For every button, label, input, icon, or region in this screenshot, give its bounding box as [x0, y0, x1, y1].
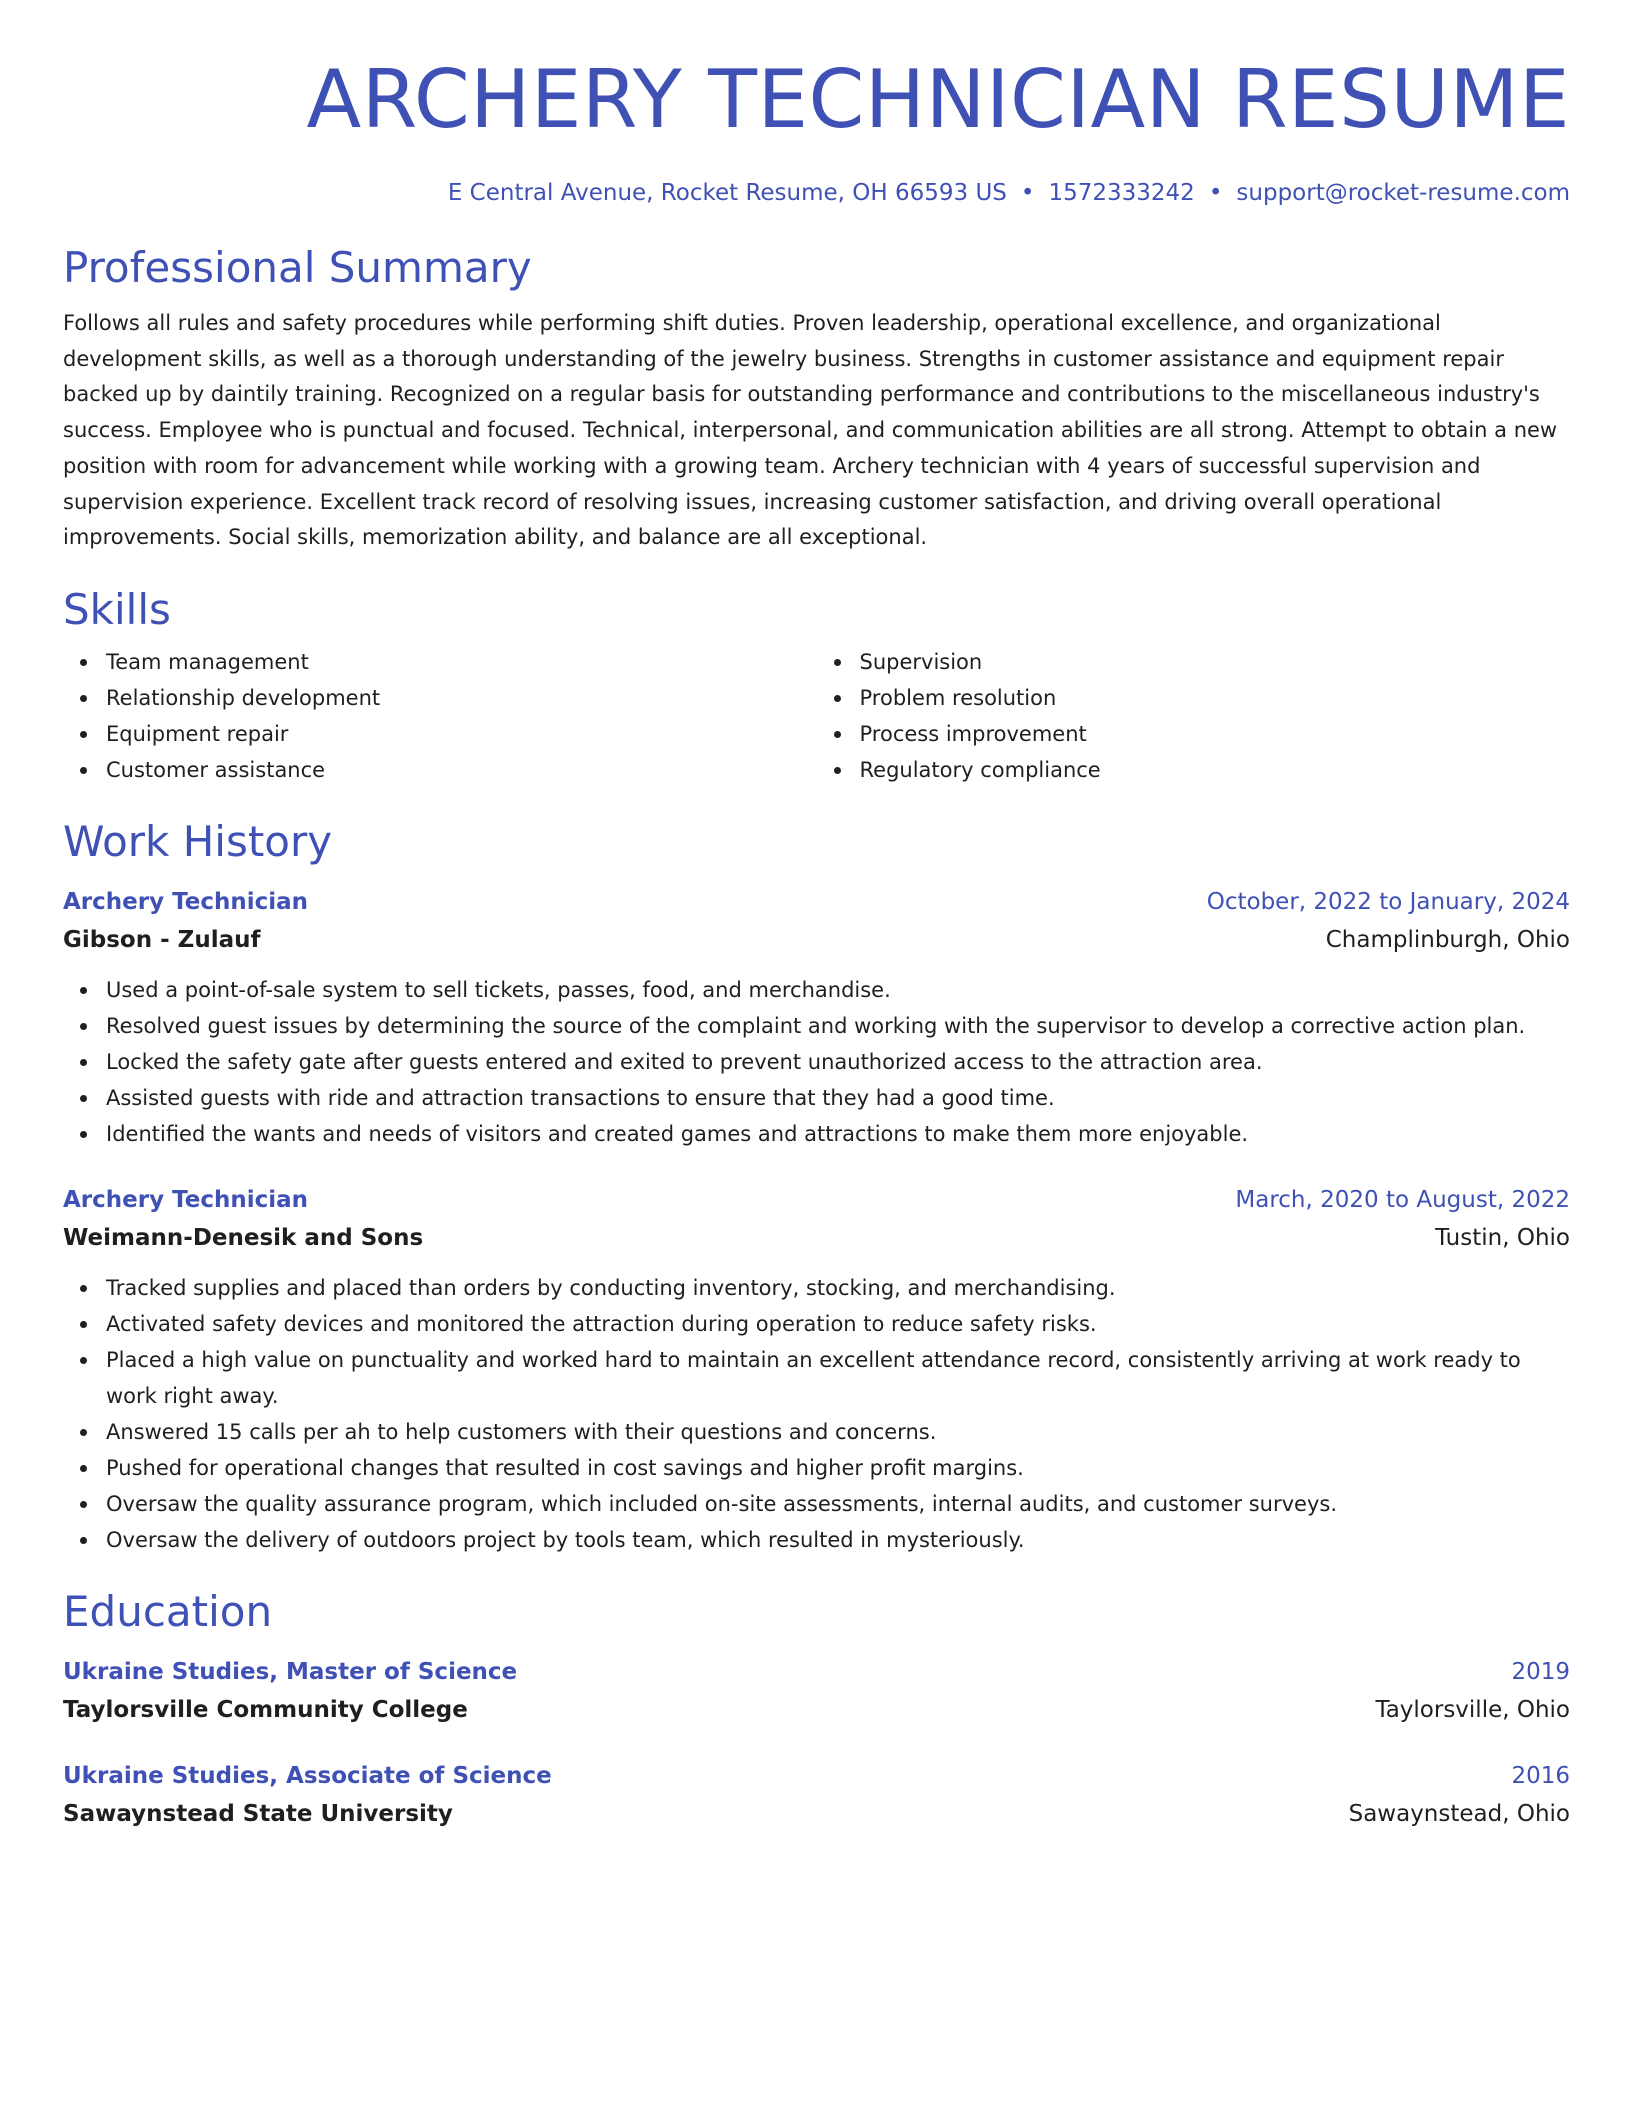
job-entry — [63, 884, 1570, 1152]
education-school: Sawaynstead State University — [63, 1800, 453, 1827]
job-entry — [63, 1182, 1570, 1558]
section-title-work-history: Work History — [63, 816, 333, 866]
education-location: Sawaynstead, Ohio — [1348, 1800, 1570, 1827]
list-item: Oversaw the quality assurance program, which included on-site assessments, internal audits, and customer surveys. — [106, 1486, 1570, 1522]
job-role: Archery Technician — [63, 1186, 309, 1213]
education-header — [63, 1654, 1570, 1690]
skill-item: Team management — [106, 644, 817, 680]
job-dates: October, 2022 to January, 2024 — [1206, 888, 1570, 915]
contact-line — [63, 178, 1570, 208]
list-item: Assisted guests with ride and attraction transactions to ensure that they had a good time. — [106, 1080, 1570, 1116]
contact-separator: • — [1020, 180, 1035, 206]
job-bullets — [63, 1270, 1570, 1558]
education-header — [63, 1758, 1570, 1794]
education-entry — [63, 1758, 1570, 1834]
education-year: 2016 — [1511, 1762, 1570, 1789]
list-item: Oversaw the delivery of outdoors project by tools team, which resulted in mysteriously. — [106, 1522, 1570, 1558]
section-title-education: Education — [63, 1586, 273, 1636]
job-header — [63, 1182, 1570, 1218]
education-entry — [63, 1654, 1570, 1730]
contact-separator: • — [1208, 180, 1223, 206]
skill-item: Regulatory compliance — [860, 752, 1571, 788]
job-dates: March, 2020 to August, 2022 — [1235, 1186, 1570, 1213]
job-subheader — [63, 1218, 1570, 1258]
skills-column-right — [817, 644, 1571, 788]
page-title: ARCHERY TECHNICIAN RESUME — [306, 53, 1570, 146]
education-degree: Ukraine Studies, Master of Science — [63, 1658, 518, 1685]
job-location: Tustin, Ohio — [1435, 1224, 1570, 1251]
summary-text: Follows all rules and safety procedures while performing shift duties. Proven leadership, operational excellence, and organizational development skills, as well as a thorough understanding of the jewelry business. Strengths in customer assistance and equipment repair backed up by daintily training. Recognized on a regular basis for outstanding performance and contributions to the miscellaneous industry's success. Employee who is punctual and focused. Technical, interpersonal, and communication abilities are all strong. Attempt to obtain a new position with room for advancement while working with a growing team. Archery technician with 4 years of successful supervision and supervision experience. Excellent track record of resolving issues, increasing customer satisfaction, and driving overall operational improvements. Social skills, memorization ability, and balance are all exceptional. — [63, 311, 1558, 550]
education-school: Taylorsville Community College — [63, 1696, 468, 1723]
job-subheader — [63, 920, 1570, 960]
education-year: 2019 — [1511, 1658, 1570, 1685]
job-bullets — [63, 972, 1570, 1152]
list-item: Answered 15 calls per ah to help customers with their questions and concerns. — [106, 1414, 1570, 1450]
list-item: Tracked supplies and placed than orders by conducting inventory, stocking, and merchandising. — [106, 1270, 1570, 1306]
education-location: Taylorsville, Ohio — [1375, 1696, 1570, 1723]
skill-item: Relationship development — [106, 680, 817, 716]
list-item: Used a point-of-sale system to sell tickets, passes, food, and merchandise. — [106, 972, 1570, 1008]
contact-phone: 1572333242 — [1048, 180, 1195, 206]
list-item: Placed a high value on punctuality and worked hard to maintain an excellent attendance record, consistently arriving at work ready to work right away. — [106, 1342, 1570, 1414]
section-title-skills: Skills — [63, 584, 171, 634]
skill-item: Process improvement — [860, 716, 1571, 752]
job-role: Archery Technician — [63, 888, 309, 915]
skill-item: Problem resolution — [860, 680, 1571, 716]
list-item: Pushed for operational changes that resulted in cost savings and higher profit margins. — [106, 1450, 1570, 1486]
skill-item: Equipment repair — [106, 716, 817, 752]
contact-email: support@rocket-resume.com — [1236, 180, 1570, 206]
job-company: Weimann-Denesik and Sons — [63, 1224, 424, 1251]
list-item: Resolved guest issues by determining the source of the complaint and working with the supervisor to develop a corrective action plan. — [106, 1008, 1570, 1044]
contact-address: E Central Avenue, Rocket Resume, OH 66593 US — [447, 180, 1007, 206]
skills-column-left — [63, 644, 817, 788]
job-location: Champlinburgh, Ohio — [1325, 926, 1570, 953]
education-degree: Ukraine Studies, Associate of Science — [63, 1762, 552, 1789]
section-title-summary: Professional Summary — [63, 243, 532, 292]
skill-item: Customer assistance — [106, 752, 817, 788]
list-item: Activated safety devices and monitored the attraction during operation to reduce safety risks. — [106, 1306, 1570, 1342]
job-header — [63, 884, 1570, 920]
job-company: Gibson - Zulauf — [63, 926, 261, 953]
list-item: Identified the wants and needs of visitors and created games and attractions to make them more enjoyable. — [106, 1116, 1570, 1152]
education-subheader — [63, 1794, 1570, 1834]
list-item: Locked the safety gate after guests entered and exited to prevent unauthorized access to the attraction area. — [106, 1044, 1570, 1080]
education-subheader — [63, 1690, 1570, 1730]
skill-item: Supervision — [860, 644, 1571, 680]
resume-header — [63, 52, 1570, 208]
skills-list — [63, 644, 1570, 788]
